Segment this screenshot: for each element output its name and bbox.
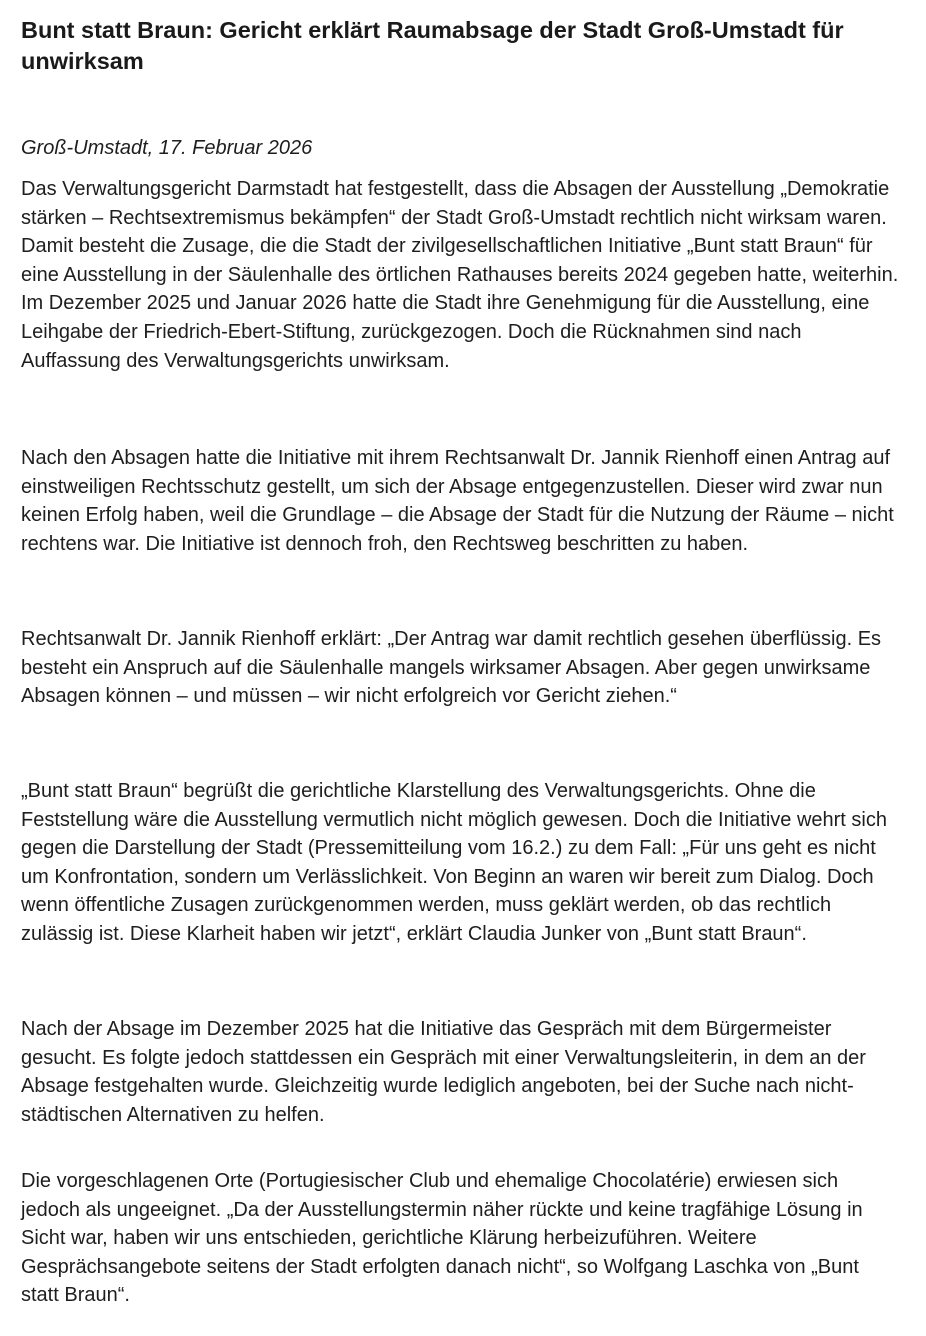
article-paragraph-2: Nach den Absagen hatte die Initiative mit ihrem Rechtsanwalt Dr. Jannik Rienhoff einen Antrag auf einstweiligen Rechtsschutz gestellt, um sich der Absage entgegenzustellen. Dieser wird zwar nun keinen Erfolg haben, weil die Grundlage – die Absage der Stadt für die Nutzung der Räume – nicht rechtens war. Die Initiative ist dennoch froh, den Rechtsweg beschritten zu haben.: [21, 447, 894, 555]
article-paragraph-4: „Bunt statt Braun“ begrüßt die gerichtliche Klarstellung des Verwaltungsgerichts. Ohne die Feststellung wäre die Ausstellung vermutlich nicht möglich gewesen. Doch die Initiative wehrt sich gegen die Darstellung der Stadt (Pressemitteilung vom 16.2.) zu dem Fall: „Für uns geht es nicht um Konfrontation, sondern um Verlässlichkeit. Von Beginn an waren wir bereit zum Dialog. Doch wenn öffentliche Zusagen zurückgenommen werden, muss geklärt werden, ob das rechtlich zulässig ist. Diese Klarheit haben wir jetzt“, erklärt Claudia Junker von „Bunt statt Braun“.: [21, 780, 887, 945]
article-paragraph-6: Die vorgeschlagenen Orte (Portugiesischer Club und ehemalige Chocolatérie) erwiesen sich jedoch als ungeeignet. „Da der Ausstellungstermin näher rückte und keine tragfähige Lösung in Sicht war, haben wir uns entschieden, gerichtliche Klärung herbeizuführen. Weitere Gesprächsangebote seitens der Stadt erfolgten danach nicht“, so Wolfgang Laschka von „Bunt statt Braun“.: [21, 1170, 863, 1307]
article-headline: Bunt statt Braun: Gericht erklärt Raumabsage der Stadt Groß-Umstadt für unwirksam: [21, 17, 844, 74]
article-paragraph-5: Nach der Absage im Dezember 2025 hat die Initiative das Gespräch mit dem Bürgermeister gesucht. Es folgte jedoch stattdessen ein Gespräch mit einer Verwaltungsleiterin, in dem an der Absage festgehalten wurde. Gleichzeitig wurde lediglich angeboten, bei der Suche nach nicht-städtischen Alternativen zu helfen.: [21, 1018, 866, 1126]
article-paragraph-1: Das Verwaltungsgericht Darmstadt hat festgestellt, dass die Absagen der Ausstellung „Demokratie stärken – Rechtsextremismus bekämpfen“ der Stadt Groß-Umstadt rechtlich nicht wirksam waren. Damit besteht die Zusage, die die Stadt der zivilgesellschaftlichen Initiative „Bunt statt Braun“ für eine Ausstellung in der Säulenhalle des örtlichen Rathauses bereits 2024 gegeben hatte, weiterhin. Im Dezember 2025 und Januar 2026 hatte die Stadt ihre Genehmigung für die Ausstellung, eine Leihgabe der Friedrich-Ebert-Stiftung, zurückgezogen. Doch die Rücknahmen sind nach Auffassung des Verwaltungsgerichts unwirksam.: [21, 178, 899, 372]
article-dateline: Groß-Umstadt, 17. Februar 2026: [21, 137, 313, 159]
article-paragraph-3: Rechtsanwalt Dr. Jannik Rienhoff erklärt: „Der Antrag war damit rechtlich gesehen überflüssig. Es besteht ein Anspruch auf die Säulenhalle mangels wirksamer Absagen. Aber gegen unwirksame Absagen können – und müssen – wir nicht erfolgreich vor Gericht ziehen.“: [21, 628, 882, 708]
